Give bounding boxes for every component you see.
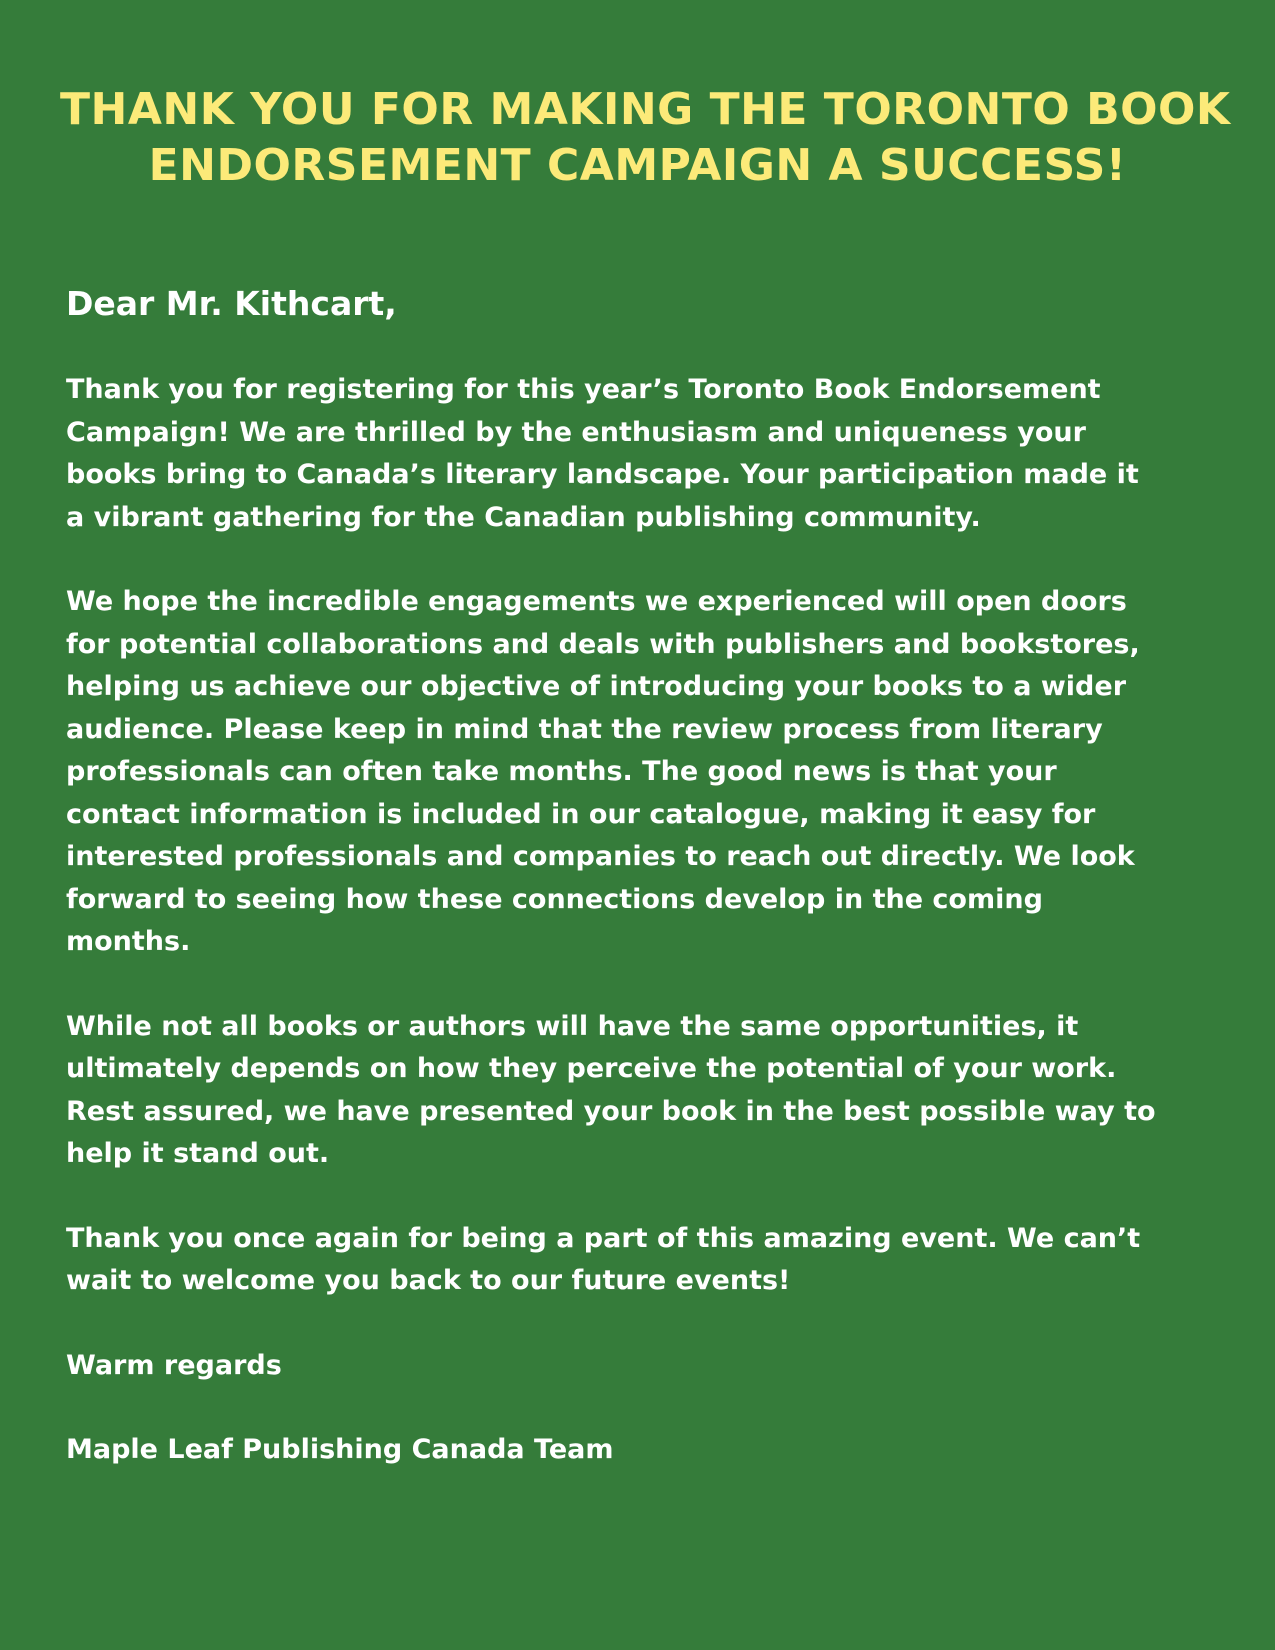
paragraph-line: We hope the incredible engagements we experienced will open doors	[66, 586, 1127, 617]
signature-text: Maple Leaf Publishing Canada Team	[66, 1434, 614, 1465]
paragraph-line: interested professionals and companies to reach out directly. We look	[66, 841, 1135, 872]
paragraph-engagements	[66, 581, 1226, 964]
paragraph-line: contact information is included in our catalogue, making it easy for	[66, 798, 1096, 830]
page-title	[60, 82, 1231, 194]
letter-body	[66, 282, 1226, 1472]
paragraph-line: help it stand out.	[66, 1138, 330, 1169]
paragraph-line: a vibrant gathering for the Canadian publishing community.	[66, 501, 981, 533]
paragraph-thanks	[66, 1218, 1226, 1303]
closing-text: Warm regards	[66, 1349, 282, 1381]
signature	[66, 1429, 1226, 1472]
paragraph-line: helping us achieve our objective of introducing your books to a wider	[66, 671, 1127, 702]
paragraph-line: professionals can often take months. The good news is that your	[66, 756, 1057, 787]
paragraph-line: books bring to Canada’s literary landscape. Your participation made it	[66, 459, 1139, 490]
paragraph-line: While not all books or authors will have the same opportunities, it	[66, 1010, 1079, 1042]
paragraph-registration	[66, 369, 1226, 539]
paragraph-line: Thank you for registering for this year’s Toronto Book Endorsement	[66, 374, 1101, 405]
paragraph-line: wait to welcome you back to our future events!	[66, 1265, 791, 1296]
paragraph-line: Thank you once again for being a part of this amazing event. We can’t	[66, 1222, 1141, 1254]
paragraph-opportunities	[66, 1006, 1226, 1176]
paragraph-line: Campaign! We are thrilled by the enthusiasm and uniqueness your	[66, 416, 1086, 448]
closing	[66, 1345, 1226, 1388]
title-line: THANK YOU FOR MAKING THE TORONTO BOOK	[60, 84, 1231, 135]
paragraph-line: Rest assured, we have presented your book in the best possible way to	[66, 1095, 1156, 1127]
title-line: ENDORSEMENT CAMPAIGN A SUCCESS!	[148, 140, 1127, 191]
paragraph-line: months.	[66, 926, 191, 957]
paragraph-line: ultimately depends on how they perceive the potential of your work.	[66, 1053, 1117, 1084]
paragraph-line: audience. Please keep in mind that the review process from literary	[66, 713, 1103, 745]
paragraph-line: forward to seeing how these connections develop in the coming	[66, 883, 1043, 915]
salutation: Dear Mr. Kithcart,	[66, 284, 397, 323]
paragraph-line: for potential collaborations and deals with publishers and bookstores,	[66, 628, 1140, 660]
